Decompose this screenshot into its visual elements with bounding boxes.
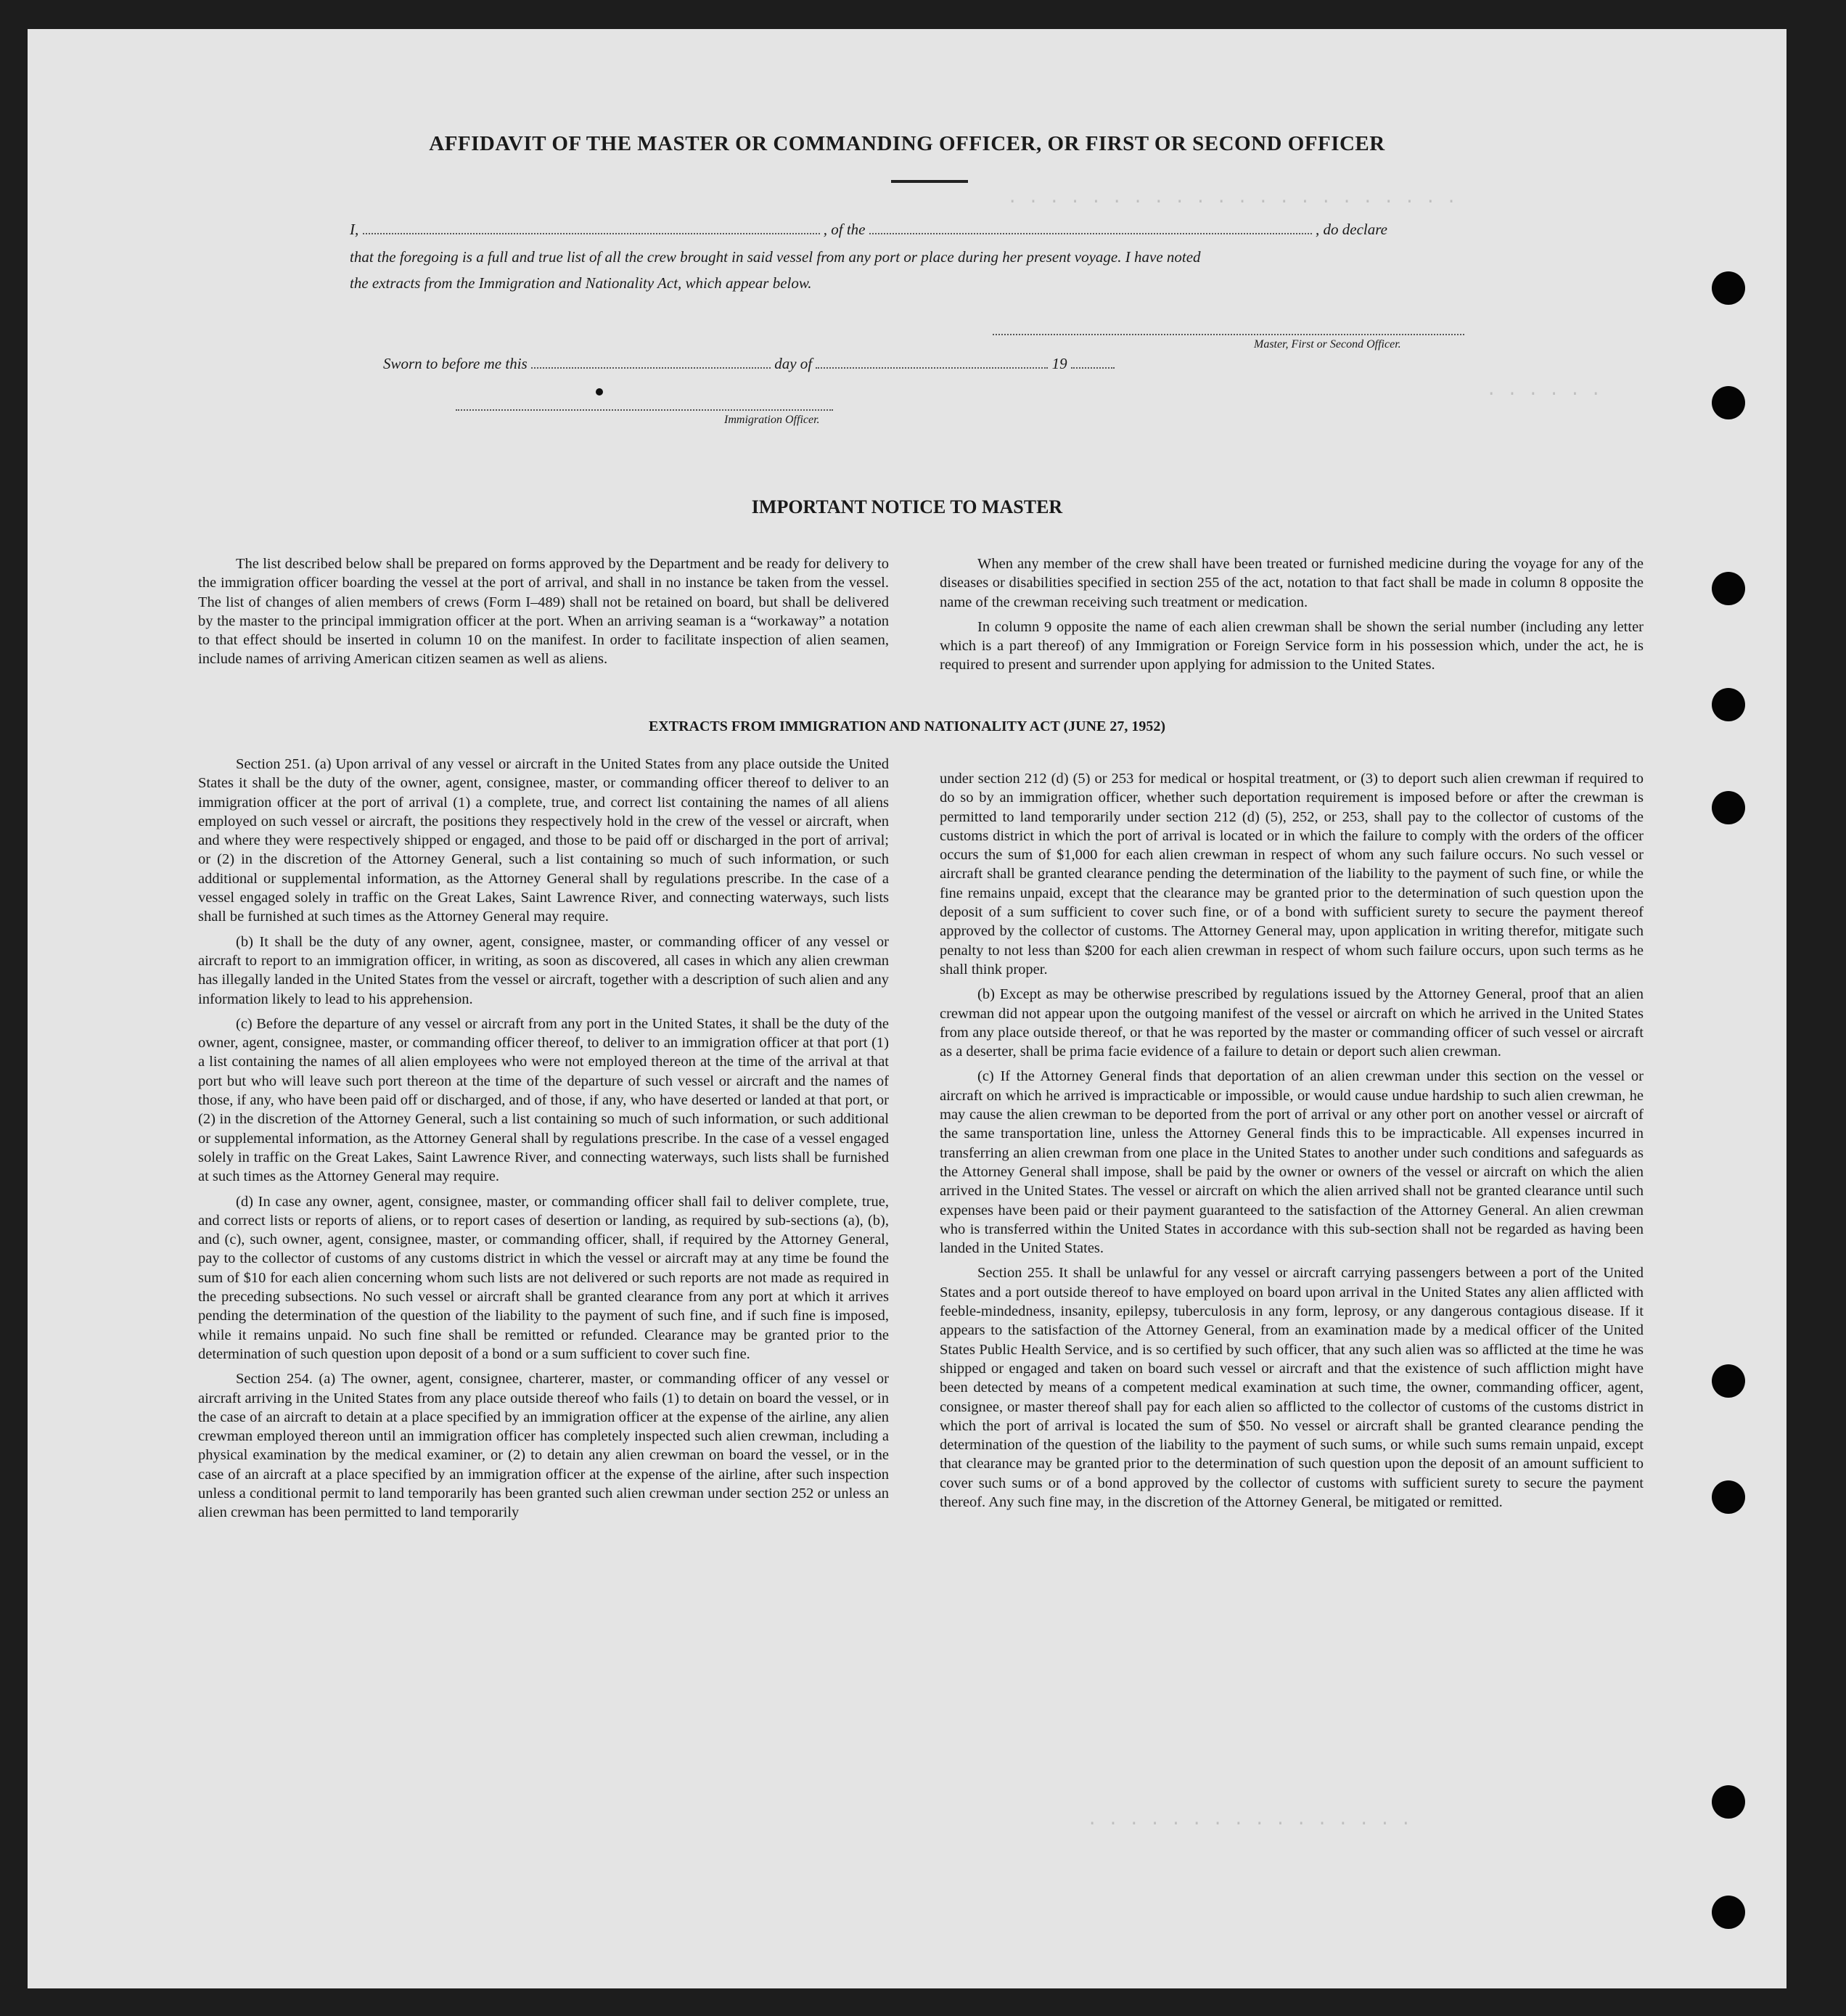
officer-signature-line[interactable] [456, 409, 833, 411]
notice-right-column [940, 554, 1644, 675]
sworn-year-field[interactable] [1071, 354, 1115, 369]
punch-hole [1712, 688, 1745, 721]
show-through-artifact: · · · · · · [1486, 385, 1601, 404]
i-label: I, [350, 221, 359, 238]
affidavit-declaration [350, 216, 1511, 296]
sworn-line [383, 354, 1115, 373]
section-paragraph: Section 254. (a) The owner, agent, consignee, charterer, master, or commanding officer of any vessel or aircraft arriving in the United States from any place outside thereof who fails (1) to detain on board the vessel, or in the case of an aircraft to detain at a place specified by an immigration officer at the expense of the airline, any alien crewman employed thereon until an immigration officer has completely inspected such alien crewman, including a physical examination by the medical examiner, or (2) to detain any alien crewman on board the vessel, or in the case of an aircraft at a place specified by an immigration officer at the expense of the airline, after such inspection unless a conditional permit to land temporarily has been granted such alien crewman under section 252 or unless an alien crewman has been permitted to land temporarily [198, 1371, 889, 1521]
of-the-label: , of the [823, 221, 866, 238]
title-underline [891, 180, 968, 183]
notice-left-column [198, 554, 889, 669]
punch-hole [1712, 1364, 1745, 1398]
notice-paragraph: The list described below shall be prepared on forms approved by the Department and be ready for delivery to the immigration officer boarding the vessel at the port of arrival, and shall in no instance be taken from the vessel. The list of changes of alien members of crews (Form I–489) shall not be retained on board, but shall be delivered by the master to the principal immigration officer at the port. When an arriving seaman is a “workaway” a notation to that effect should be inserted in column 10 on the manifest. In order to facilitate inspection of alien seamen, include names of arriving American citizen seamen as well as aliens. [198, 556, 889, 668]
sworn-month-field[interactable] [816, 354, 1048, 369]
section-paragraph: (b) Except as may be otherwise prescribed by regulations issued by the Attorney General, proof that an alien crewman did not appear upon the outgoing manifest of the vessel or aircraft on which he arrived in the United States from any place outside thereof, or that he was reported by the master or commanding officer of such vessel or aircraft as a deserter, shall be prima facie evidence of a failure to detain or deport such alien crewman. [940, 986, 1644, 1060]
officer-caption: Immigration Officer. [724, 414, 820, 426]
sworn-day-field[interactable] [531, 354, 771, 369]
punch-hole [1712, 572, 1745, 605]
show-through-artifact: · · · · · · · · · · · · · · · · [1087, 1814, 1411, 1834]
punch-hole [1712, 271, 1745, 305]
year-label: 19 [1051, 355, 1067, 372]
punch-hole [1712, 1896, 1745, 1929]
vessel-field[interactable] [869, 220, 1312, 234]
notice-paragraph: In column 9 opposite the name of each alien crewman shall be shown the serial number (including any letter which is a part thereof) of any Immigration or Foreign Service form in his possession which, under the act, he is required to present and surrender upon applying for admission to the United States. [940, 618, 1644, 673]
section-paragraph: Section 251. (a) Upon arrival of any vessel or aircraft in the United States from any place outside the United States it shall be the duty of the owner, agent, consignee, master, or commanding officer thereof to deliver to an immigration officer at the port of arrival (1) a complete, true, and correct list containing the names of all aliens employed on such vessel or aircraft, the positions they respectively hold in the crew of the vessel or aircraft, when and where they were respectively shipped or engaged, and those to be paid off or discharged in the port of arrival; or (2) in the discretion of the Attorney General, such a list containing so much of such information, or such additional or supplemental information, as the Attorney General shall by regulations prescribe. In the case of a vessel engaged solely in traffic on the Great Lakes, Saint Lawrence River, and connecting waterways, such lists shall be furnished at such times as the Attorney General may require. [198, 756, 889, 925]
name-field[interactable] [363, 220, 820, 234]
punch-hole [1712, 791, 1745, 824]
declaration-fill-line [350, 216, 1511, 242]
section-paragraph: (c) Before the departure of any vessel or aircraft from any port in the United States, it shall be the duty of the owner, agent, consignee, master, or commanding officer thereof, to deliver to an immigration officer at that port (1) a list containing the names of all alien employees who were not employed thereon at the time of the arrival at that port but who will leave such port thereon at the time of the departure of such vessel or aircraft and the names of those, if any, who have been paid off or discharged, and of those, if any, who have deserted or landed at that port, or (2) in the discretion of the Attorney General, such a list containing so much of such information, or such additional or supplemental information, as the Attorney General shall by regulations prescribe. In the case of a vessel engaged solely in traffic on the Great Lakes, Saint Lawrence River, and connecting waterways, such lists shall be furnished at such times as the Attorney General may require. [198, 1015, 889, 1185]
show-through-artifact: · · · · · · · · · · · · · · · · · · · · · · [1007, 192, 1457, 212]
section-paragraph: Section 255. It shall be unlawful for any vessel or aircraft carrying passengers between a port of the United States and a port outside thereof to have employed on board upon arrival in the United States any alien afflicted with feeble-mindedness, insanity, epilepsy, tuberculosis in any form, leprosy, or any dangerous contagious disease. If it appears to the satisfaction of the Attorney General, from an examination made by a medical officer of the United States Public Health Service, and is so certified by such officer, that any such alien was so afflicted at the time he was shipped or engaged and taken on board such vessel or aircraft and that the existence of such affliction might have been detected by means of a competent medical examination at such time, the owner, commanding officer, agent, consignee, or master thereof shall pay for each alien so afflicted to the collector of customs of the customs district in which the port of arrival is located the sum of $50. No vessel or aircraft shall be granted clearance pending the determination of the question of the liability to the payment of such sums, or while such sums remain unpaid, except that clearance may be granted prior to the determination of such question upon the deposit of an amount sufficient to cover such sums or of a bond approved by the collector of customs with sufficient surety to secure the payment thereof. Any such fine may, in the discretion of the Attorney General, be mitigated or remitted. [940, 1265, 1644, 1510]
section-paragraph: (d) In case any owner, agent, consignee, master, or commanding officer shall fail to deliver complete, true, and correct lists or reports of aliens, or to report cases of desertion or landing, as required by sub-sections (a), (b), and (c), such owner, agent, consignee, master, or commanding officer, shall, if required by the Attorney General, pay to the collector of customs of any customs district in which the vessel or aircraft may at any time be found the sum of $10 for each alien concerning whom such lists are not delivered or such reports are not made as required in the preceding subsections. No such vessel or aircraft shall be granted clearance from any port at which it arrives pending the determination of the question of the liability to the payment of such fine, and if such fine is imposed, while it remains unpaid. No such fine shall be remitted or refunded. Clearance may be granted prior to the determination of such question upon deposit of a bond or a sum sufficient to cover such fine. [198, 1193, 889, 1362]
section-paragraph: (b) It shall be the duty of any owner, agent, consignee, master, or commanding officer of any vessel or aircraft to report to an immigration officer, in writing, as soon as discovered, all cases in which any alien crewman has illegally landed in the United States from the vessel or aircraft, together with a description of such alien and any information likely to lead to his apprehension. [198, 933, 889, 1007]
master-signature-line[interactable] [993, 334, 1464, 335]
master-caption: Master, First or Second Officer. [1254, 338, 1401, 351]
punch-hole [1712, 1480, 1745, 1514]
punch-hole [1712, 386, 1745, 419]
statement-line-1: that the foregoing is a full and true list of all the crew brought in said vessel from any port or place during her present voyage. I have noted [350, 248, 1201, 266]
affidavit-title: AFFIDAVIT OF THE MASTER OR COMMANDING OFFICER, OR FIRST OR SECOND OFFICER [429, 132, 1385, 155]
day-of-label: day of [774, 355, 813, 372]
notice-paragraph: When any member of the crew shall have been treated or furnished medicine during the voyage for any of the diseases or disabilities specified in section 255 of the act, notation to that fact shall be made in column 8 opposite the name of the crewman receiving such treatment or medication. [940, 556, 1644, 610]
punch-hole [1712, 1785, 1745, 1819]
extracts-title: EXTRACTS FROM IMMIGRATION AND NATIONALITY ACT (JUNE 27, 1952) [648, 718, 1166, 734]
extracts-right-column [940, 769, 1644, 1512]
section-paragraph: (c) If the Attorney General finds that deportation of an alien crewman under this section on the vessel or aircraft on which he arrived is impracticable or impossible, or would cause undue hardship to such alien crewman, he may cause the alien crewman to be deported from the port of arrival or any other port on another vessel or aircraft of the same transportation line, unless the Attorney General finds this to be impracticable. All expenses incurred in transferring an alien crewman from one place in the United States to another under such conditions and safeguards as the Attorney General shall impose, shall be paid by the owner or owners of the vessel or aircraft on which the alien arrived in the United States. The vessel or aircraft on which the alien arrived shall not be granted clearance until such expenses have been paid or their payment guaranteed to the satisfaction of the Attorney General. An alien crewman who is transferred within the United States in accordance with this sub-section shall not be regarded as having been landed in the United States. [940, 1068, 1644, 1257]
declare-label: , do declare [1316, 221, 1387, 238]
statement-line-2: the extracts from the Immigration and Nationality Act, which appear below. [350, 274, 812, 292]
section-paragraph: under section 212 (d) (5) or 253 for medical or hospital treatment, or (3) to deport such alien crewman if required to do so by an immigration officer, whether such deportation requirement is imposed before or after the crewman is permitted to land temporarily under section 212 (d) (5), 252, or 253, shall pay to the collector of customs of the customs district in which the port of arrival is located or in which the failure to comply with the orders of the officer occurs the sum of $1,000 for each alien crewman in respect of whom any such failure occurs. No such vessel or aircraft shall be granted clearance pending the determination of the liability to the payment of such fine, or while the fine remains unpaid, except that the clearance may be granted prior to the determination of such question upon the deposit of a sum sufficient to cover such fine, or of a bond with sufficient surety to secure the payment thereof approved by the collector of customs. The Attorney General may, upon application in writing therefor, mitigate such penalty to not less than $200 for each alien crewman in respect of whom such failure occurs, upon such terms as he shall think proper. [940, 771, 1644, 978]
document-page [28, 29, 1786, 1988]
sworn-label: Sworn to before me this [383, 355, 528, 372]
ink-dot [596, 388, 603, 396]
extracts-left-column [198, 755, 889, 1523]
notice-title: IMPORTANT NOTICE TO MASTER [751, 496, 1063, 517]
